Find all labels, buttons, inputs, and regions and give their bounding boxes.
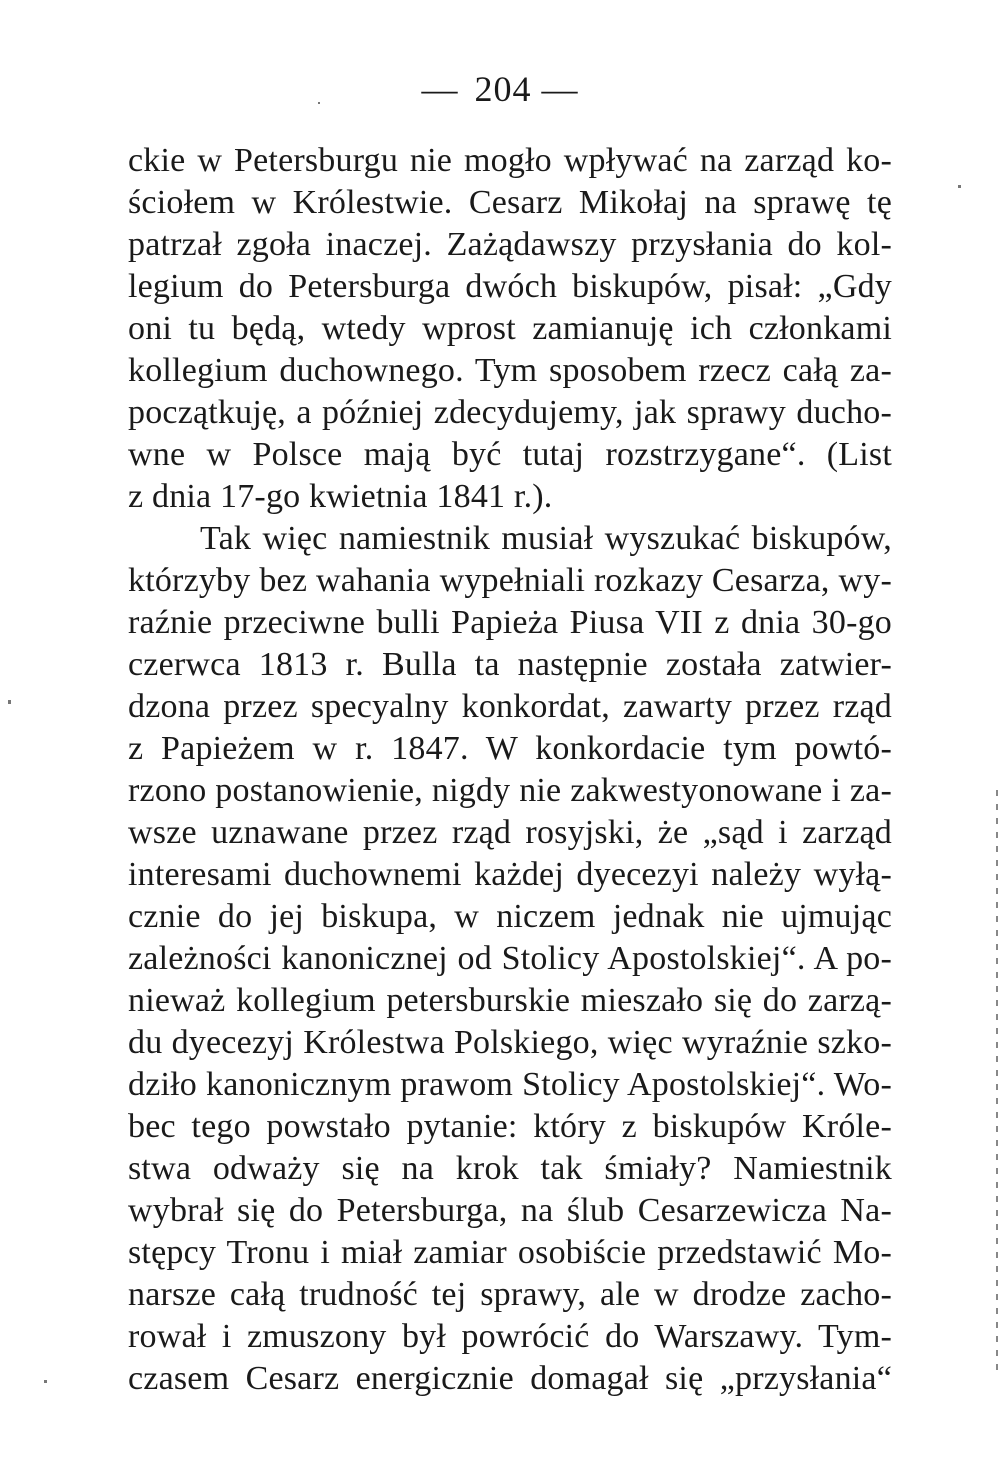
- text-line: ściołem w Królestwie. Cesarz Mikołaj na sprawę tę: [128, 184, 892, 221]
- text-line: rował i zmuszony był powrócić do Warszawy. Tym-: [128, 1318, 892, 1355]
- text-line: ckie w Petersburgu nie mogło wpływać na zarząd ko-: [128, 142, 892, 179]
- text-line: du dyecezyj Królestwa Polskiego, więc wyraźnie szko-: [128, 1024, 892, 1061]
- text-line: wsze uznawane przez rząd rosyjski, że „sąd i zarząd: [128, 814, 892, 851]
- text-line: oni tu będą, wtedy wprost zamianuję ich członkami: [128, 310, 892, 347]
- text-line: czasem Cesarz energicznie domagał się „przysłania“: [128, 1360, 892, 1397]
- text-line: stwa odważy się na krok tak śmiały? Namiestnik: [128, 1150, 892, 1187]
- header-dash-left: —: [421, 69, 459, 109]
- text-line: dziło kanonicznym prawom Stolicy Apostolskiej“. Wo-: [128, 1066, 892, 1103]
- text-line: raźnie przeciwne bulli Papieża Piusa VII z dnia 30-go: [128, 604, 892, 641]
- text-line: rzono postanowienie, nigdy nie zakwestyonowane i za-: [128, 772, 892, 809]
- text-line: patrzał zgoła inaczej. Zażądawszy przysłania do kol-: [128, 226, 892, 263]
- text-line: legium do Petersburga dwóch biskupów, pisał: „Gdy: [128, 268, 892, 305]
- text-line: którzyby bez wahania wypełniali rozkazy Cesarza, wy-: [128, 562, 892, 599]
- text-line: wybrał się do Petersburga, na ślub Cesarzewicza Na-: [128, 1192, 892, 1229]
- body-text: [128, 140, 892, 1400]
- margin-speck: [318, 102, 320, 104]
- margin-speck: [44, 1380, 47, 1383]
- text-line: nieważ kollegium petersburskie mieszało się do zarzą-: [128, 982, 892, 1019]
- text-line: cznie do jej biskupa, w niczem jednak nie ujmując: [128, 898, 892, 935]
- text-line: interesami duchownemi każdej dyecezyi należy wyłą-: [128, 856, 892, 893]
- text-line: wne w Polsce mają być tutaj rozstrzygane“. (List: [128, 436, 892, 473]
- page-number: 204: [474, 69, 532, 109]
- text-line: początkuję, a później zdecydujemy, jak sprawy ducho-: [128, 394, 892, 431]
- text-line: stępcy Tronu i miał zamiar osobiście przedstawić Mo-: [128, 1234, 892, 1271]
- text-line: czerwca 1813 r. Bulla ta następnie została zatwier-: [128, 646, 892, 683]
- header-dash-right: —: [541, 69, 579, 109]
- text-line-paragraph-start: Tak więc namiestnik musiał wyszukać biskupów,: [200, 520, 892, 557]
- text-line: z Papieżem w r. 1847. W konkordacie tym powtó-: [128, 730, 892, 767]
- text-line: zależności kanonicznej od Stolicy Apostolskiej“. A po-: [128, 940, 892, 977]
- page-header: [0, 68, 1000, 110]
- page-edge-shadow: [996, 790, 998, 1370]
- margin-speck: [958, 185, 961, 188]
- text-line: kollegium duchownego. Tym sposobem rzecz całą za-: [128, 352, 892, 389]
- margin-speck: [8, 700, 11, 704]
- text-line: narsze całą trudność tej sprawy, ale w drodze zacho-: [128, 1276, 892, 1313]
- text-line-paragraph-end: z dnia 17-go kwietnia 1841 r.).: [128, 478, 553, 515]
- text-line: bec tego powstało pytanie: który z biskupów Króle-: [128, 1108, 892, 1145]
- text-line: dzona przez specyalny konkordat, zawarty przez rząd: [128, 688, 892, 725]
